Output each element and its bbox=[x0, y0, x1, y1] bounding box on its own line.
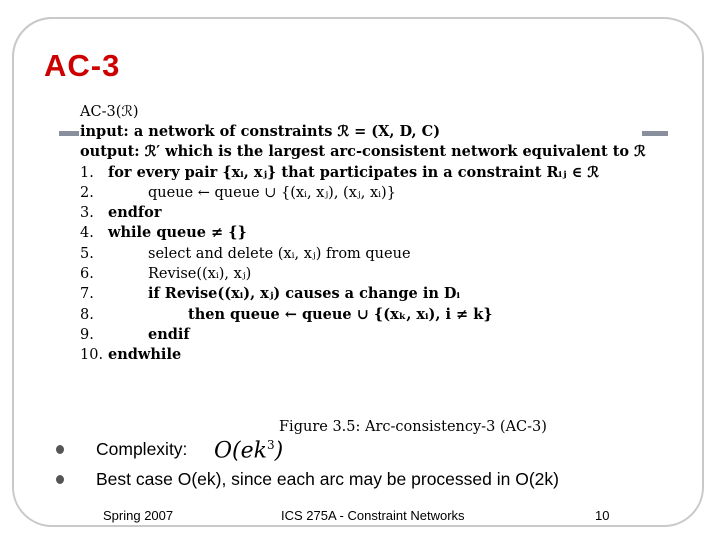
algorithm-line bbox=[80, 142, 646, 162]
bullet-dot-icon bbox=[56, 475, 64, 484]
line-number: 5. bbox=[80, 245, 94, 262]
algorithm-line bbox=[80, 305, 640, 325]
line-code: output: ℛ′ which is the largest arc-consistent network equivalent to ℛ bbox=[80, 143, 646, 161]
divider-left bbox=[59, 131, 79, 136]
line-code: endwhile bbox=[108, 346, 182, 364]
footer-course: ICS 275A - Constraint Networks bbox=[281, 508, 465, 523]
footer-page-number: 10 bbox=[595, 508, 610, 523]
line-code: input: a network of constraints ℛ = (X, D, C) bbox=[80, 123, 441, 140]
algorithm-line bbox=[80, 345, 640, 365]
formula-close: ) bbox=[274, 438, 284, 464]
formula-base: O(ek bbox=[214, 438, 267, 464]
algorithm-header: AC-3(ℛ) bbox=[80, 104, 139, 120]
algorithm-line bbox=[80, 183, 640, 203]
algorithm-line bbox=[80, 223, 640, 243]
bullet-best-case bbox=[56, 464, 559, 494]
line-number: 10. bbox=[80, 347, 104, 364]
slide-title: AC-3 bbox=[44, 48, 121, 83]
formula-exponent: 3 bbox=[266, 438, 275, 452]
divider-right bbox=[642, 131, 668, 136]
line-number: 6. bbox=[80, 266, 94, 283]
line-number: 9. bbox=[80, 326, 94, 343]
algorithm-line bbox=[80, 122, 640, 142]
line-number: 7. bbox=[80, 286, 94, 303]
algorithm-lines bbox=[80, 122, 646, 366]
line-code: Revise((xᵢ), xⱼ) bbox=[148, 266, 252, 283]
line-code: endif bbox=[148, 325, 190, 343]
algorithm-line bbox=[80, 325, 640, 345]
complexity-formula bbox=[214, 438, 283, 463]
line-code: while queue ≠ {} bbox=[108, 224, 247, 242]
line-code: endfor bbox=[108, 204, 162, 222]
algorithm-line bbox=[80, 163, 640, 183]
bullet-dot-icon bbox=[56, 445, 64, 454]
line-code: for every pair {xᵢ, xⱼ} that participates in a constraint Rᵢⱼ ∈ ℛ bbox=[108, 163, 599, 181]
line-code: if Revise((xᵢ), xⱼ) causes a change in Dᵢ bbox=[148, 285, 460, 303]
bullet-list bbox=[56, 434, 559, 494]
footer-date: Spring 2007 bbox=[103, 508, 174, 523]
line-number: 2. bbox=[80, 184, 94, 201]
bullet-text: Best case O(ek), since each arc may be processed in O(2k) bbox=[96, 469, 559, 489]
algorithm-line bbox=[80, 264, 640, 284]
algorithm-figure bbox=[80, 102, 646, 366]
figure-caption: Figure 3.5: Arc-consistency-3 (AC-3) bbox=[279, 419, 547, 435]
algorithm-line bbox=[80, 203, 640, 223]
line-number: 8. bbox=[80, 306, 94, 323]
algorithm-line bbox=[80, 244, 640, 264]
line-code: then queue ← queue ∪ {(xₖ, xᵢ), i ≠ k} bbox=[188, 305, 493, 323]
bullet-text: Complexity: bbox=[96, 439, 188, 459]
line-code: queue ← queue ∪ {(xᵢ, xⱼ), (xⱼ, xᵢ)} bbox=[148, 184, 396, 201]
bullet-complexity bbox=[56, 434, 559, 464]
line-number: 3. bbox=[80, 205, 94, 222]
algorithm-line bbox=[80, 284, 640, 304]
line-number: 1. bbox=[80, 164, 94, 181]
line-number: 4. bbox=[80, 225, 94, 242]
line-code: select and delete (xᵢ, xⱼ) from queue bbox=[148, 245, 411, 262]
